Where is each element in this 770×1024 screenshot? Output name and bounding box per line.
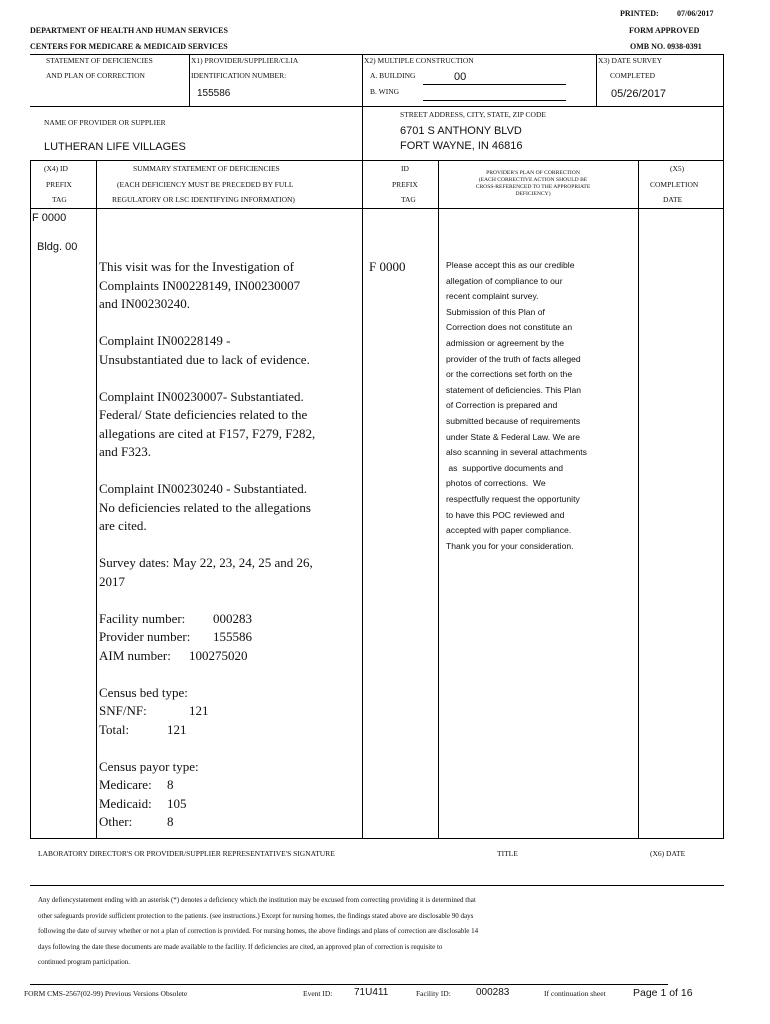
summary-line: Complaint IN00230240 - Substantiated.: [99, 481, 307, 496]
aim-number-label: AIM number:: [99, 647, 171, 663]
poc-line: respectfully request the opportunity: [446, 493, 580, 504]
x4-label-3: TAG: [52, 195, 67, 204]
census-payor-row: [99, 776, 359, 795]
census-bed-row: [99, 702, 359, 721]
poc-line: recent complaint survey.: [446, 291, 539, 302]
census-payor-label: Medicare:: [99, 777, 152, 792]
summary-line: allegations are cited at F157, F279, F282,: [99, 425, 316, 441]
census-bed-row: [99, 721, 359, 740]
summary-line: Federal/ State deficiencies related to the: [99, 407, 308, 422]
poc-line: Submission of this Plan of: [446, 306, 545, 317]
x4-label-1: (X4) ID: [44, 164, 68, 173]
poc-line: provider of the truth of facts alleged: [446, 353, 581, 364]
provider-number-row: [99, 628, 359, 647]
disclaimer-line: continued program participation.: [38, 958, 130, 966]
disclaimer-line: days following the date these documents are made available to the facility. If deficiencies are cited, an approved plan of correction is requisite to: [38, 942, 443, 951]
id-label-1: ID: [401, 164, 409, 173]
id-label-3: TAG: [401, 195, 416, 204]
x2-label: X2) MULTIPLE CONSTRUCTION: [364, 56, 474, 65]
census-payor-row: [99, 813, 359, 832]
id-prefix-tag: F 0000: [369, 259, 406, 274]
poc-line: Thank you for your consideration.: [446, 540, 574, 551]
poc-header-1: PROVIDER'S PLAN OF CORRECTION: [486, 170, 580, 176]
provider-number-label: Provider number:: [99, 629, 191, 644]
census-payor-label: Medicaid:: [99, 795, 152, 811]
summary-header-3: REGULATORY OR LSC IDENTIFYING INFORMATION): [112, 195, 295, 204]
summary-line: Complaint IN00230007- Substantiated.: [99, 388, 304, 404]
wing-label: B. WING: [370, 87, 400, 96]
summary-line: are cited.: [99, 518, 147, 533]
continuation-label: If continuation sheet: [544, 989, 606, 998]
poc-header-4: DEFICIENCY): [515, 191, 551, 197]
summary-line: Unsubstantiated due to lack of evidence.: [99, 351, 310, 367]
provider-number-value: 155586: [213, 629, 252, 644]
event-id-label: Event ID:: [303, 989, 333, 998]
poc-line: submitted because of requirements: [446, 415, 581, 426]
x3-label-1: X3) DATE SURVEY: [598, 56, 662, 65]
summary-line: No deficiencies related to the allegations: [99, 499, 311, 515]
agency-line1: DEPARTMENT OF HEALTH AND HUMAN SERVICES: [30, 26, 228, 35]
census-payor-value: 8: [167, 777, 174, 792]
agency-line2: CENTERS FOR MEDICARE & MEDICAID SERVICES: [30, 42, 228, 51]
summary-line: Complaint IN00228149 -: [99, 333, 231, 348]
census-payor-title: Census payor type:: [99, 758, 199, 774]
poc-line: accepted with paper compliance.: [446, 525, 572, 536]
tag-prefix: F 0000: [32, 212, 67, 224]
x3-label-2: COMPLETED: [610, 71, 655, 80]
census-payor-value: 8: [167, 814, 174, 829]
facility-number-label: Facility number:: [99, 610, 186, 626]
summary-statement: [99, 258, 359, 832]
provider-name-label: NAME OF PROVIDER OR SUPPLIER: [44, 118, 166, 127]
census-bed-label: SNF/NF:: [99, 703, 147, 718]
census-bed-value: 121: [189, 703, 209, 718]
provider-number: 155586: [197, 88, 231, 99]
signature-label: LABORATORY DIRECTOR'S OR PROVIDER/SUPPLIER REPRESENTATIVE'S SIGNATURE: [38, 849, 335, 858]
summary-header-1: SUMMARY STATEMENT OF DEFICIENCIES: [133, 164, 280, 173]
x1-label-2: IDENTIFICATION NUMBER:: [191, 71, 287, 80]
summary-line: Complaints IN00228149, IN00230007: [99, 277, 301, 293]
poc-line: to have this POC reviewed and: [446, 509, 565, 520]
poc-line: as supportive documents and: [446, 462, 564, 473]
disclaimer-line: other safeguards provide sufficient protection to the patients. (see instructions.) Except for nursing homes, the findings stated above are disclosable 90 days: [38, 911, 474, 920]
event-id-value: 71U411: [354, 987, 389, 998]
page-number: Page 1 of 16: [633, 987, 693, 999]
address-label: STREET ADDRESS, CITY, STATE, ZIP CODE: [400, 110, 546, 119]
omb-number: OMB NO. 0938-0391: [630, 42, 702, 51]
summary-header-2: (EACH DEFICIENCY MUST BE PRECEDED BY FULL: [117, 180, 294, 189]
aim-number-row: [99, 647, 359, 666]
poc-line: Please accept this as our credible: [446, 260, 575, 270]
poc-line: of Correction is prepared and: [446, 400, 558, 411]
disclaimer: [38, 893, 478, 971]
provider-name: LUTHERAN LIFE VILLAGES: [44, 141, 186, 153]
x1-label-1: X1) PROVIDER/SUPPLIER/CLIA: [191, 56, 299, 65]
id-label-2: PREFIX: [392, 180, 418, 189]
poc-line: under State & Federal Law. We are: [446, 431, 581, 442]
x5-label-2: COMPLETION: [650, 180, 699, 189]
x5-label-1: (X5): [670, 164, 685, 173]
aim-number-value: 100275020: [189, 647, 248, 663]
form-number: FORM CMS-2567(02-99) Previous Versions Obsolete: [24, 989, 188, 998]
census-payor-row: [99, 795, 359, 814]
facility-id-label: Facility ID:: [416, 989, 451, 998]
facility-number-row: [99, 610, 359, 629]
poc-header-3: CROSS-REFERENCED TO THE APPROPRIATE: [475, 184, 591, 190]
plan-of-correction: [446, 258, 634, 554]
building-label: A. BUILDING: [370, 71, 416, 80]
disclaimer-line: Any defiencystatement ending with an asterisk (*) denotes a deficiency which the institution may be excused from correcting providing it is determined that: [38, 896, 476, 904]
summary-line: 2017: [99, 573, 125, 589]
facility-id-value: 000283: [476, 987, 510, 998]
poc-line: also scanning in several attachments: [446, 447, 587, 458]
poc-header-2: (EACH CORRECTIVE ACTION SHOULD BE: [478, 177, 588, 183]
address-line2: FORT WAYNE, IN 46816: [400, 140, 523, 152]
facility-number-value: 000283: [213, 610, 252, 626]
disclaimer-line: following the date of survey whether or not a plan of correction is provided. For nursing homes, the above findings and plans of correction are disclosable 14: [38, 927, 479, 935]
printed-date: 07/06/2017: [677, 9, 714, 18]
x5-label-3: DATE: [663, 195, 683, 204]
address-line1: 6701 S ANTHONY BLVD: [400, 125, 522, 137]
census-payor-label: Other:: [99, 814, 133, 829]
poc-line: allegation of compliance to our: [446, 275, 563, 286]
summary-line: and F323.: [99, 444, 151, 459]
summary-line: Survey dates: May 22, 23, 24, 25 and 26,: [99, 555, 313, 570]
poc-line: or the corrections set forth on the: [446, 369, 573, 380]
building-value: 00: [454, 71, 467, 83]
survey-completed-date: 05/26/2017: [611, 88, 667, 100]
building-tag: Bldg. 00: [37, 241, 78, 253]
date-label: (X6) DATE: [650, 849, 686, 858]
statement-label-1: STATEMENT OF DEFICIENCIES: [46, 56, 153, 65]
poc-line: photos of corrections. We: [446, 478, 546, 489]
census-bed-title: Census bed type:: [99, 684, 188, 700]
x4-label-2: PREFIX: [46, 180, 72, 189]
poc-line: statement of deficiencies. This Plan: [446, 384, 582, 395]
title-label: TITLE: [497, 849, 518, 858]
census-payor-value: 105: [167, 795, 187, 811]
poc-line: admission or agreement by the: [446, 337, 564, 348]
statement-label-2: AND PLAN OF CORRECTION: [46, 71, 145, 80]
form-approved: FORM APPROVED: [629, 26, 700, 35]
poc-header: [440, 170, 626, 198]
summary-line: and IN00230240.: [99, 296, 190, 311]
printed-label: PRINTED:: [620, 9, 659, 18]
census-bed-label: Total:: [99, 721, 130, 737]
census-bed-value: 121: [167, 721, 187, 737]
summary-line: This visit was for the Investigation of: [99, 259, 294, 274]
poc-line: Correction does not constitute an: [446, 322, 573, 333]
